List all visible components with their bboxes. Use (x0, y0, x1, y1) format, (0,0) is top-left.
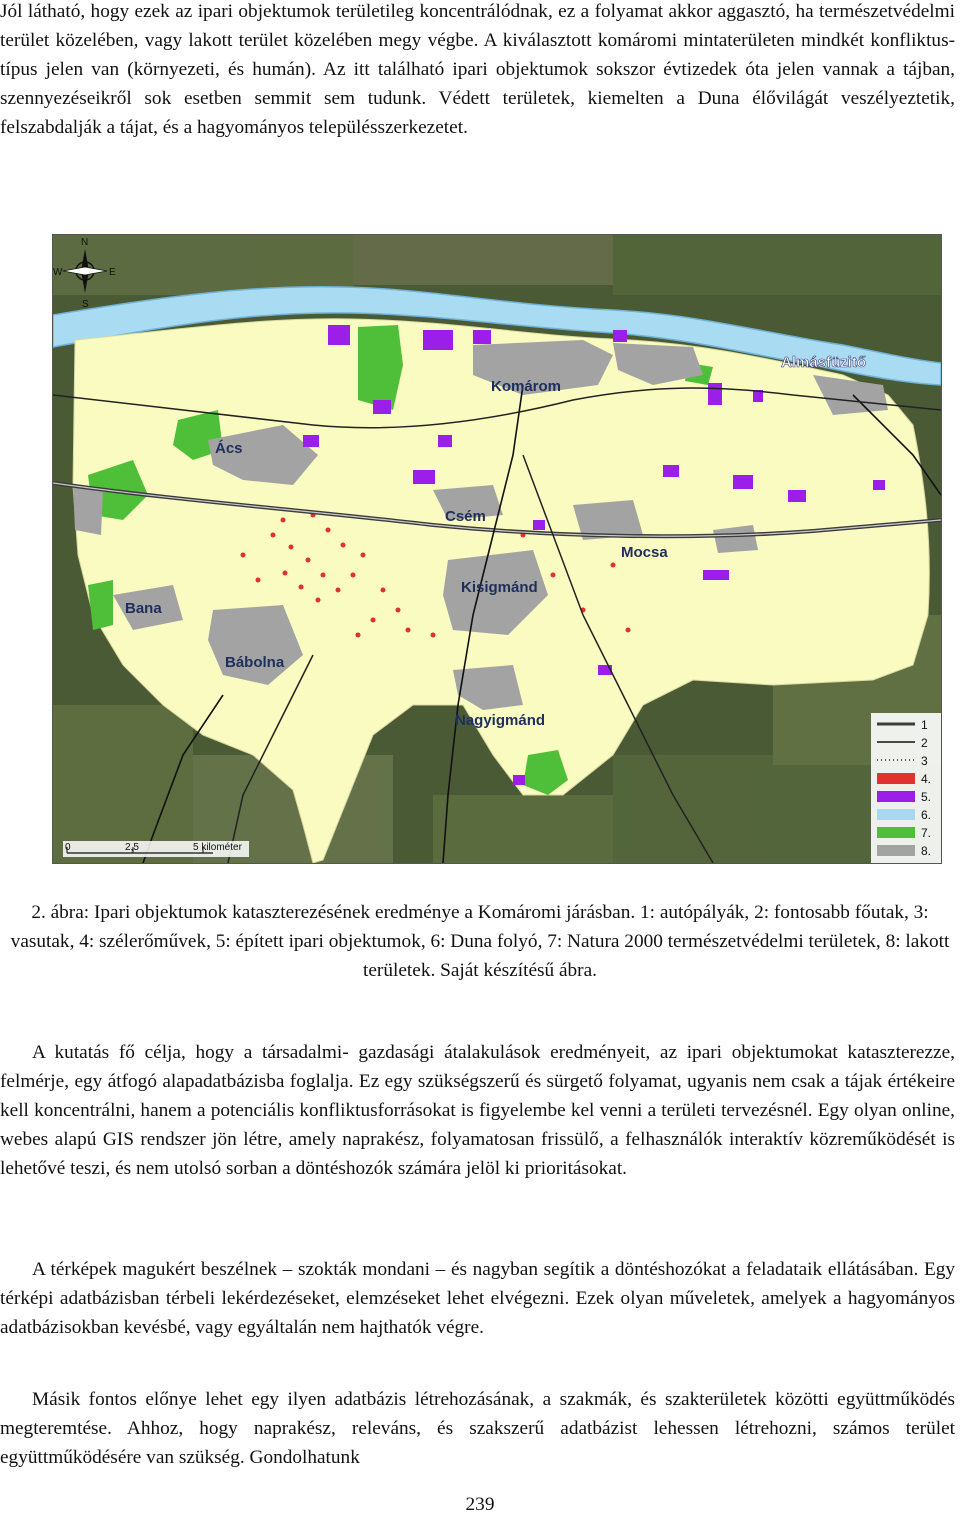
label-mocsa: Mocsa (621, 544, 668, 561)
map-figure (52, 234, 942, 864)
paragraph-1: A kutatás fő célja, hogy a társadalmi- gazdasági átalakulások eredményeit, az ipari objektumokat kataszterezze, felmérje, egy átfogó alapadatbázisba foglalja. Ez egy szükségszerű és sürgető folyamat, ugyanis nem csak a tájak értékeire kell koncentrálni, hanem a potenciális konfliktusforrásokat is figyelembe kel venni a területi tervezésnél. Egy olyan online, webes alapú GIS rendszer jön létre, amely naprakész, folyamatosan frissülő, a felhasználók interaktív közreműködését is lehetővé teszi, és nem utolsó sorban a döntéshozók számára jelöl ki prioritásokat. (0, 1042, 955, 1179)
legend-label-8: 8. (921, 844, 932, 858)
legend-swatch-5 (877, 791, 915, 802)
legend-swatch-6 (877, 809, 915, 820)
label-acs: Ács (215, 440, 243, 457)
legend-swatch-7 (877, 827, 915, 838)
legend-label-2: 2 (921, 736, 928, 750)
legend-label-1: 1 (921, 718, 928, 732)
scale-tick-0: 0 (65, 842, 71, 853)
legend-label-3: 3 (921, 754, 928, 768)
legend-swatch-4 (877, 773, 915, 784)
legend-label-4: 4. (921, 772, 932, 786)
compass-n: N (81, 237, 89, 248)
label-nagyigmand: Nagyigmánd (455, 712, 546, 729)
label-csem: Csém (445, 508, 486, 525)
paragraph-2: A térképek magukért beszélnek – szokták mondani – és nagyban segítik a döntéshozókat a feladataik ellátásában. Egy térképi adatbázisban térbeli lekérdezéseket, elemzéseket lehet elvégezni. Ezek olyan műveletek, amelyek a hagyományos adatbázisokban kevésbé, vagy egyáltalán nem hajthatók végre. (0, 1259, 955, 1338)
compass-w: W (53, 267, 63, 278)
paragraph-intro: Jól látható, hogy ezek az ipari objektumok területileg koncentrálódnak, ez a folyamat akkor aggasztó, ha természetvédelmi terület közelében, vagy lakott terület közelében megy végbe. A kiválasztott komáromi mintaterületen mindkét konfliktus-típus jelen van (környezeti, és humán). Az itt található ipari objektumok sokszor évtizedek óta jelen vannak a tájban, szennyezéseikről sok esetben semmit sem tudunk. Védett területek, kiemelten a Duna élővilágát veszélyeztetik, felszabdalják a tájat, és a hagyományos településszerkezetet. (0, 1, 955, 138)
page-number: 239 (465, 1494, 495, 1515)
scale-tick-5: 5 kilométer (193, 842, 242, 853)
label-bana: Bana (125, 600, 162, 617)
label-komarom: Komárom (491, 378, 562, 395)
legend-swatch-8 (877, 845, 915, 856)
label-babolna: Bábolna (225, 654, 285, 671)
legend-label-7: 7. (921, 826, 932, 840)
compass-s: S (82, 299, 89, 310)
figure-caption: 2. ábra: Ipari objektumok kataszterezésének eredménye a Komáromi járásban. 1: autópályák, 2: fontosabb főutak, 3: vasutak, 4: szélerőművek, 5: épített ipari objektumok, 6: Duna folyó, 7: Natura 2000 természetvédelmi területek, 8: lakott területek. Saját készítésű ábra. (10, 902, 950, 981)
label-kisigmand: Kisigmánd (461, 579, 538, 596)
scale-tick-2-5: 2,5 (125, 842, 139, 853)
paragraph-3: Másik fontos előnye lehet egy ilyen adatbázis létrehozásának, a szakmák, és szakterületek közötti együttműködés megteremtése. Ahhoz, hogy naprakész, releváns, és szakszerű adatbázist lehessen létrehozni, számos terület együttműködésére van szükség. Gondolhatunk (0, 1389, 955, 1468)
legend-label-6: 6. (921, 808, 932, 822)
compass-e: E (109, 267, 116, 278)
map-legend (871, 713, 941, 863)
label-almasfuzito: Almásfüzitő (781, 354, 867, 371)
legend-label-5: 5. (921, 790, 932, 804)
scale-bar (63, 841, 249, 857)
